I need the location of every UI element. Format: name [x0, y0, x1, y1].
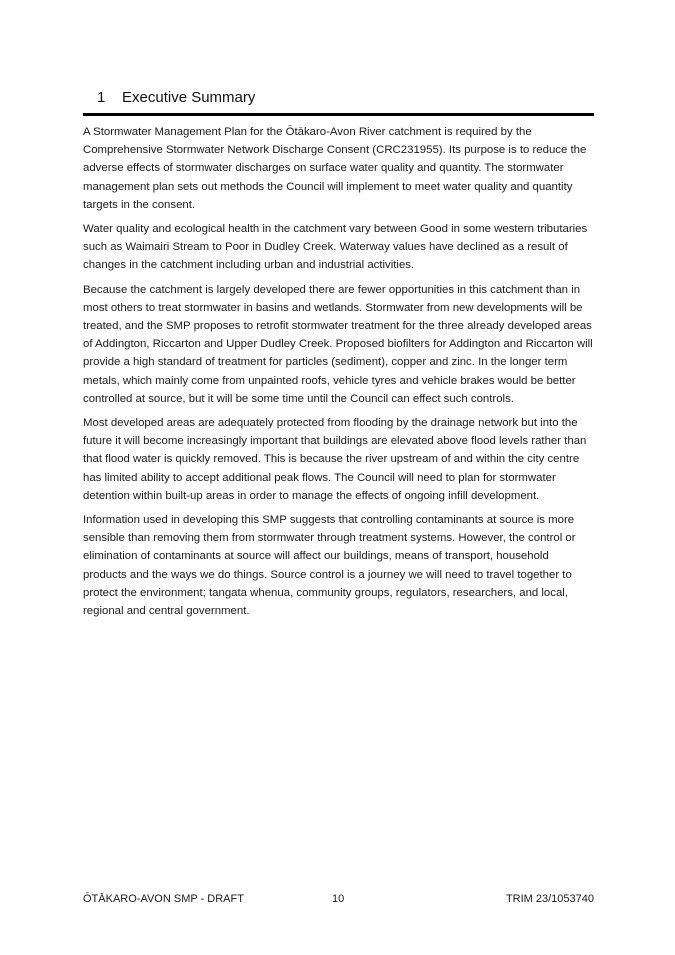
body-text	[83, 123, 595, 626]
paragraph-1: A Stormwater Management Plan for the Ōtākaro-Avon River catchment is required by the Comprehensive Stormwater Network Discharge Consent (CRC231955). Its purpose is to reduce the adverse effects of stormwater discharges on surface water quality and quantity. The stormwater management plan sets out methods the Council will implement to meet water quality and quantity targets in the consent.	[83, 126, 587, 211]
paragraph-5: Information used in developing this SMP suggests that controlling contaminants at source is more sensible than removing them from stormwater through treatment systems. However, the control or elimination of contaminants at source will affect our buildings, means of transport, household products and the ways we do things. Source control is a journey we will need to travel together to protect the environment; tangata whenua, community groups, regulators, researchers, and local, regional and central government.	[83, 514, 576, 618]
section-heading	[97, 89, 255, 106]
footer-page-number: 10	[332, 893, 345, 905]
paragraph-4: Most developed areas are adequately protected from flooding by the drainage network but into the future it will become increasingly important that buildings are elevated above flood levels rather than that flood water is quickly removed. This is because the river upstream of and within the city centre has limited ability to accept additional peak flows. The Council will need to plan for stormwater detention within built-up areas in order to manage the effects of ongoing infill development.	[83, 417, 587, 502]
footer-trim-reference: TRIM 23/1053740	[505, 893, 594, 905]
heading-underline	[83, 113, 594, 116]
section-title: Executive Summary	[122, 89, 256, 106]
section-number: 1	[97, 89, 106, 106]
paragraph-3: Because the catchment is largely developed there are fewer opportunities in this catchment than in most others to treat stormwater in basins and wetlands. Stormwater from new developments will be treated, and the SMP proposes to retrofit stormwater treatment for the three already developed areas of Addington, Riccarton and Upper Dudley Creek. Proposed biofilters for Addington and Riccarton will provide a high standard of treatment for particles (sediment), copper and zinc. In the longer term metals, which mainly come from unpainted roofs, vehicle tyres and vehicle brakes would be better controlled at source, but it will be some time until the Council can effect such controls.	[83, 283, 593, 405]
footer-document-title: ŌTĀKARO-AVON SMP - DRAFT	[83, 893, 244, 905]
paragraph-2: Water quality and ecological health in the catchment vary between Good in some western tributaries such as Waimairi Stream to Poor in Dudley Creek. Waterway values have declined as a result of changes in the catchment including urban and industrial activities.	[83, 223, 588, 272]
